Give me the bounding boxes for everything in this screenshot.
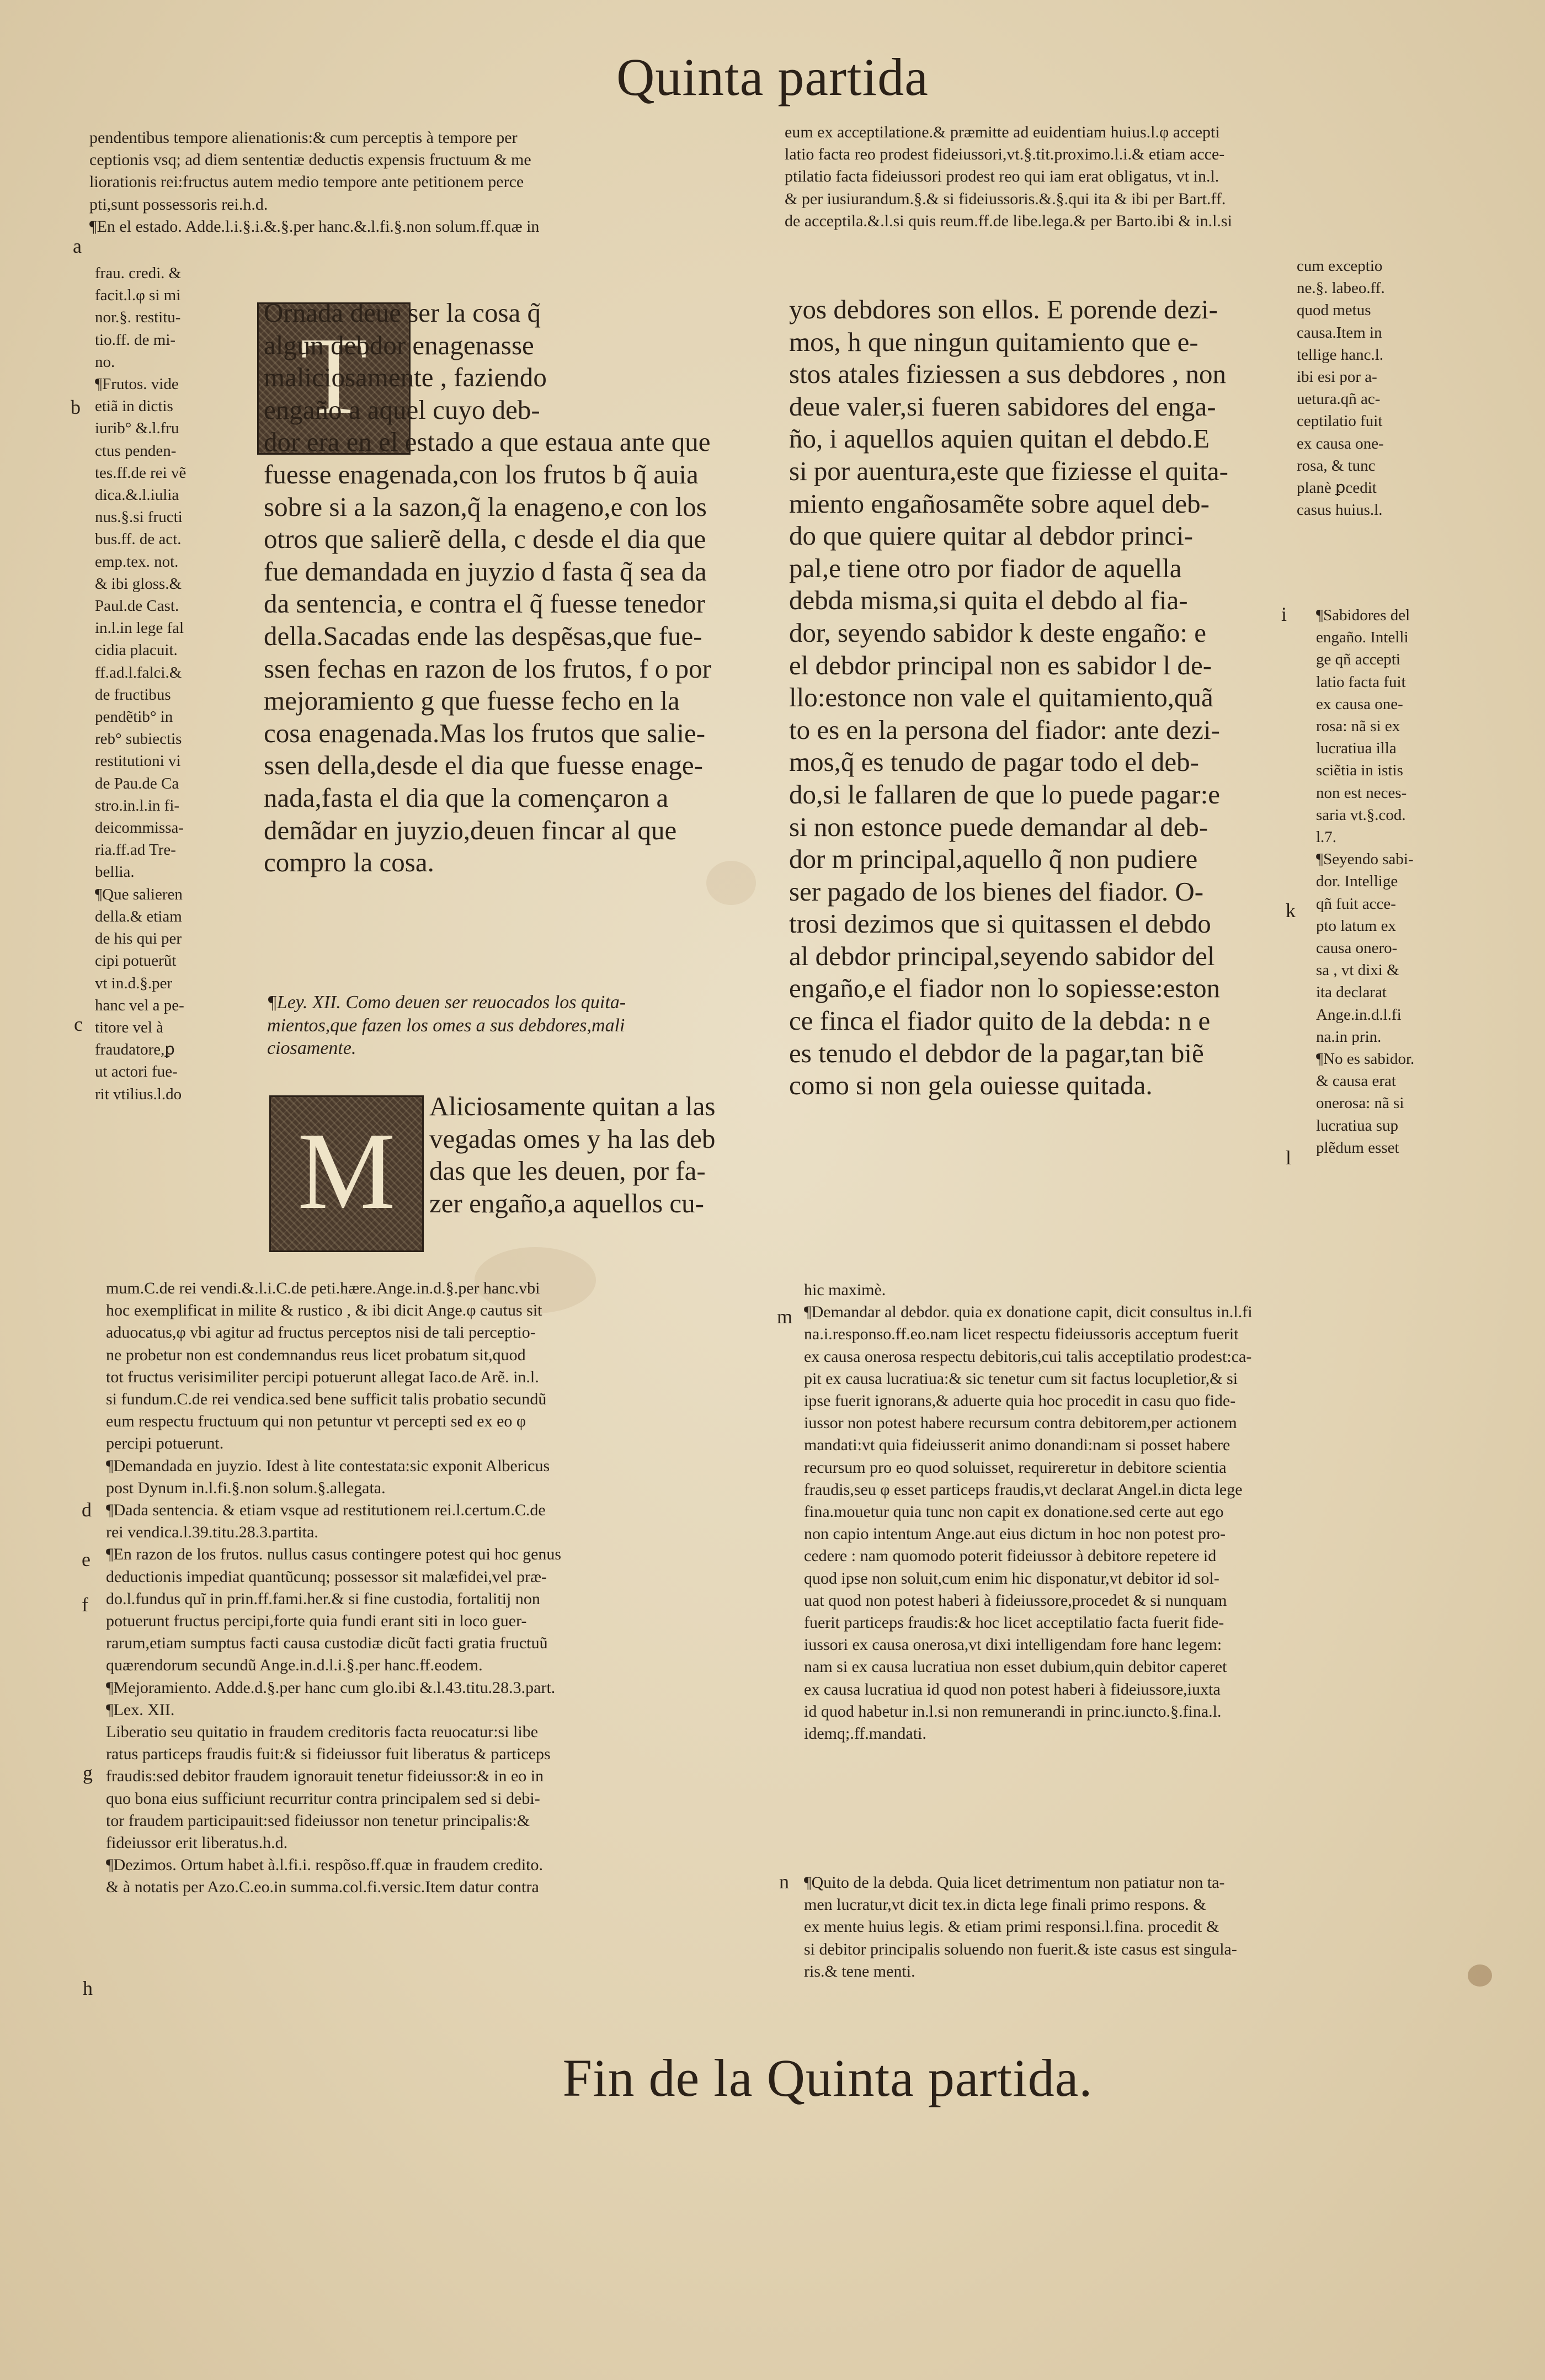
gloss-mark-c: c — [74, 1013, 83, 1035]
gloss-mark-l: l — [1286, 1147, 1292, 1169]
gloss-mark-g: g — [83, 1762, 93, 1784]
gloss-mark-m: m — [777, 1306, 793, 1328]
gloss-mark-e: e — [82, 1548, 90, 1570]
right-margin-gloss-1: cum exceptio ne.§. labeo.ff. quod metus causa.Item in tellige hanc.l. ibi esi por a- uetura.qñ ac- ceptilatio fuit ex causa one- rosa, & tunc planè ꝑcedit casus huius.l. — [1297, 257, 1385, 519]
left-margin-gloss: frau. credi. & facit.l.φ si mi nor.§. restitu- tio.ff. de mi- no. ¶Frutos. vide etiã in dictis iurib° &.l.fru ctus penden- tes.ff.de rei vẽ dica.&.l.iulia nus.§.si fructi bus.ff. de act. emp.tex. not. & ibi gloss.& Paul.de Cast. in.l.in lege fal cidia placuit. ff.ad.l.falci.& de fructibus pendẽtib° in reb° subiectis restitutioni vi de Pau.de Ca stro.in.l.in fi- deicommissa- ria.ff.ad Tre- bellia. ¶Que salieren della.& etiam de his qui per cipi potuerũt vt in.d.§.per hanc vel a pe- titore vel à fraudatore,ꝑ ut actori fue- rit vtilius.l.do — [95, 264, 187, 1103]
right-margin-gloss-2: ¶Sabidores del engaño. Intelli ge qñ accepti latio facta fuit ex causa one- rosa: nã si ex lucratiua illa sciẽtia in istis non est neces- saria vt.§.cod. l.7. ¶Seyendo sabi- dor. Intellige qñ fuit acce- pto latum ex causa onero- sa , vt dixi & ita declarat Ange.in.d.l.fi na.in prin. ¶No es sabidor. & causa erat onerosa: nã si lucratiua sup plẽdum esset — [1316, 606, 1415, 1157]
right-gloss-final: ¶Quito de la debda. Quia licet detrimentum non patiatur non ta- men lucratur,vt dicit tex.in dicta lege finali primo respons. & ex mente huius legis. & etiam primi responsi.l.fina. procedit & si debitor principalis soluendo non fuerit.& iste casus est singula- ris.& tene menti. — [804, 1873, 1237, 1980]
left-gloss-top: pendentibus tempore alienationis:& cum perceptis à tempore per ceptionis vsq; ad diem sententiæ deductis expensis fructuum & me liorationis rei:fructus autem medio tempore ante petitionem perce pti,sunt possessoris rei.h.d. ¶En el estado. Adde.l.i.§.i.&.§.per hanc.&.l.fi.§.non solum.ff.quæ in — [89, 129, 540, 236]
ley-xii-main-text: Aliciosamente quitan a las vegadas omes y ha las deb das que les deuen, por fa- zer engaño,a aquellos cu- — [429, 1091, 716, 1218]
ley-xii-heading: ¶Ley. XII. Como deuen ser reuocados los quita- mientos,que fazen los omes a sus debdores,mali ciosamente. — [267, 992, 626, 1058]
right-gloss-top: eum ex acceptilatione.& præmitte ad euidentiam huius.l.φ accepti latio facta reo prodest fideiussori,vt.§.tit.proximo.l.i.& etiam acce- ptilatio facta fideiussori prodest reo qui iam erat obligatus, vt in.l. & per iusiurandum.§.& si fideiussoris.&.§.qui ita & ibi per Bart.ff. de acceptila.&.l.si quis reum.ff.de libe.lega.& per Barto.ibi & in.l.si — [785, 123, 1232, 230]
ley-xi-main-text: Ornada deue ser la cosa q̃ algun debdor enagenasse maliciosamente , faziendo engaño a aquel cuyo deb- dor era en el estado a que estaua ante que fuesse enagenada,con los frutos b q̃ auia sobre si a la sazon,q̃ la enageno,e con los otros que salierẽ della, c desde el dia que fue demandada en juyzio d fasta q̃ sea da da sentencia, e contra el q̃ fuesse tenedor della.Sacadas ende las despẽsas,que fue- ssen fechas en razon de los frutos, f o por mejoramiento g que fuesse fecho en la cosa enagenada.Mas los frutos que salie- ssen della,desde el dia que fuesse enage- nada,fasta el dia que la començaron a demãdar en juyzio,deuen fincar al que compro la cosa. — [264, 297, 711, 878]
right-gloss-bottom: hic maximè. ¶Demandar al debdor. quia ex donatione capit, dicit consultus in.l.fi na.i.responso.ff.eo.nam licet respectu fideiussoris acceptum fuerit ex causa onerosa respectu debitoris,cui talis acceptilatio prodest:ca- pit ex causa lucratiua:& sic tenetur cum sit factus locupletior,& si ipse fuerit ignorans,& aduerte quia hoc procedit in casu quo fide- iussor non potest habere recursum contra debitorem,per actionem mandati:vt quia fideiusserit animo donandi:nam si posset habere recursum pro eo quod soluisset, requireretur in debitore scientia fraudis,seu φ esset particeps fraudis,vt declarat Angel.in dicta lege fina.mouetur quia tunc non capit ex donatione.sed certe aut ego non capio intentum Ange.aut eius dictum in hoc non potest pro- cedere : nam quomodo poterit fideiussor à debitore repetere id quod ipse non soluit,cum enim hic disponatur,vt debitor id sol- uat quod non potest haberi à fideiussore,procedet & si nunquam fuerit particeps fraudis:& hoc licet acceptilatio facta fuerit fide- iussori ex causa onerosa,vt dixi intelligendam fore hanc legem: nam si ex causa lucratiua non esset dubium,quin debitor caperet ex causa lucratiua id quod non potest haberi à fideiussore,iuxta id quod habetur in.l.si non remunerandi in princ.iuncto.§.fina.l. idemq;.ff.mandati. — [804, 1281, 1253, 1743]
decorated-initial-t: T — [257, 302, 411, 455]
gloss-mark-f: f — [82, 1594, 88, 1616]
left-gloss-bottom: mum.C.de rei vendi.&.l.i.C.de peti.hære.Ange.in.d.§.per hanc.vbi hoc exemplificat in milite & rustico , & ibi dicit Ange.φ cautus sit aduocatus,φ vbi agitur ad fructus perceptos nisi de tali perceptio- ne probetur non est condemnandus reus licet probatum sit,quod tot fructus verisimiliter percipi potuerunt allegat Iaco.de Arẽ. in.l. si fundum.C.de rei vendica.sed bene sufficit talis probatio secundũ eum respectu fructuum qui non petuntur vt percepti sed ex eo φ percipi potuerunt. ¶Demandada en juyzio. Idest à lite contestata:sic exponit Albericus post Dynum in.l.fi.§.non solum.§.allegata. ¶Dada sentencia. & etiam vsque ad restitutionem rei.l.certum.C.de rei vendica.l.39.titu.28.3.partita. ¶En razon de los frutos. nullus casus contingere potest qui hoc genus deductionis impediat quantũcunq; possessor sit malæfidei,vel præ- do.l.fundus quĩ in prin.ff.fami.her.& si fine custodia, fortalitij non potuerunt fructus percipi,forte quia fundi erant siti in loco guer- rarum,etiam sumptus facti causa custodiæ dicũt facti gratia fructuũ quærendorum secundũ Ange.in.d.l.i.§.per hanc.ff.eodem. ¶Mejoramiento. Adde.d.§.per hanc cum glo.ibi &.l.43.titu.28.3.part. ¶Lex. XII. Liberatio seu quitatio in fraudem creditoris facta reuocatur:si libe ratus particeps fraudis fuit:& si fideiussor fuit liberatus & particeps fraudis:sed debitor fraudem ignorauit tenetur fideiussor:& in eo in quo bona eius sufficiunt recurritur contra principalem sed si debi- tor fraudem participauit:sed fideiussor non tenetur principalis:& fideiussor erit liberatus.h.d. ¶Dezimos. Ortum habet à.l.fi.i. respõso.ff.quæ in fraudem credito. & à notatis per Azo.C.eo.in summa.col.fi.versic.Item datur contra — [106, 1279, 562, 1897]
gloss-mark-k: k — [1286, 899, 1296, 922]
end-title: Fin de la Quinta partida. — [562, 2048, 1093, 2107]
gloss-mark-n: n — [779, 1871, 789, 1893]
decorated-initial-m: M — [269, 1095, 424, 1252]
gloss-mark-h: h — [83, 1977, 93, 1999]
gloss-mark-a: a — [73, 235, 82, 257]
gloss-mark-d: d — [82, 1499, 92, 1521]
ley-xii-main-text-cont: yos debdores son ellos. E porende dezi- mos, h que ningun quitamiento que e- stos atales fiziessen a sus debdores , non deue valer,si fueren sabidores del enga- ño, i aquellos aquien quitan el debdo.E si por auentura,este que fiziesse el quita- miento engañosamẽte sobre aquel deb- do que quiere quitar al debdor princi- pal,e tiene otro por fiador de aquella debda misma,si quita el debdo al fia- dor, seyendo sabidor k deste engaño: e el debdor principal non es sabidor l de- llo:estonce non vale el quitamiento,quã to es en la persona del fiador: ante dezi- mos,q̃ es tenudo de pagar todo el deb- do,si le fallaren de que lo puede pagar:e si non estonce puede demandar al deb- dor m principal,aquello q̃ non pudiere ser pagado de los bienes del fiador. O- trosi dezimos que si quitassen el debdo al debdor principal,seyendo sabidor del engaño,e el fiador non lo sopiesse:eston ce finca el fiador quito de la debda: n e es tenudo el debdor de la pagar,tan biẽ como si non gela ouiesse quitada. — [789, 294, 1228, 1101]
running-title: Quinta partida — [616, 47, 929, 107]
gloss-mark-i: i — [1281, 603, 1287, 625]
gloss-mark-b: b — [71, 396, 81, 418]
